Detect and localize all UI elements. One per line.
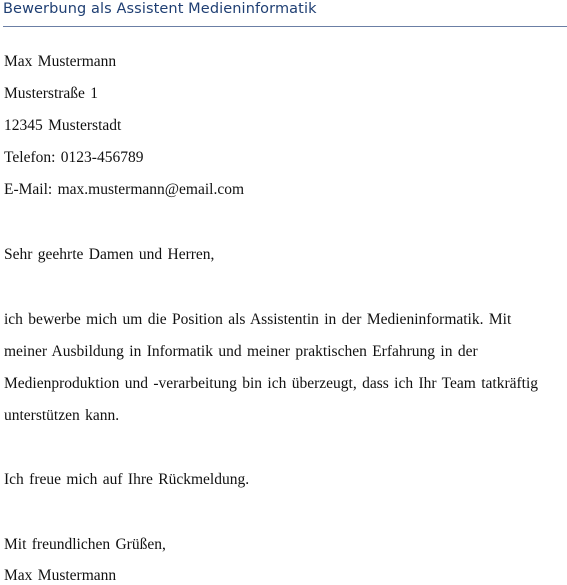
salutation: Sehr geehrte Damen und Herren, xyxy=(4,246,215,263)
sender-city: 12345 Musterstadt xyxy=(4,117,122,134)
closing-sentence: Ich freue mich auf Ihre Rückmeldung. xyxy=(4,471,250,488)
sender-email: E-Mail: max.mustermann@email.com xyxy=(4,181,245,198)
signature-name: Max Mustermann xyxy=(4,567,117,584)
sign-off: Mit freundlichen Grüßen, xyxy=(4,536,166,553)
sender-phone: Telefon: 0123-456789 xyxy=(4,149,144,166)
body-line: unterstützen kann. xyxy=(4,407,120,424)
sender-street: Musterstraße 1 xyxy=(4,85,99,102)
body-line: Medienproduktion und -verarbeitung bin ich überzeugt, dass ich Ihr Team tatkräftig xyxy=(4,375,539,392)
body-line: meiner Ausbildung in Informatik und meiner praktischen Erfahrung in der xyxy=(4,343,478,360)
body-line: ich bewerbe mich um die Position als Assistentin in der Medieninformatik. Mit xyxy=(4,311,512,328)
sender-name: Max Mustermann xyxy=(4,53,117,70)
document-header xyxy=(3,0,567,27)
document-title: Bewerbung als Assistent Medieninformatik xyxy=(3,1,317,17)
